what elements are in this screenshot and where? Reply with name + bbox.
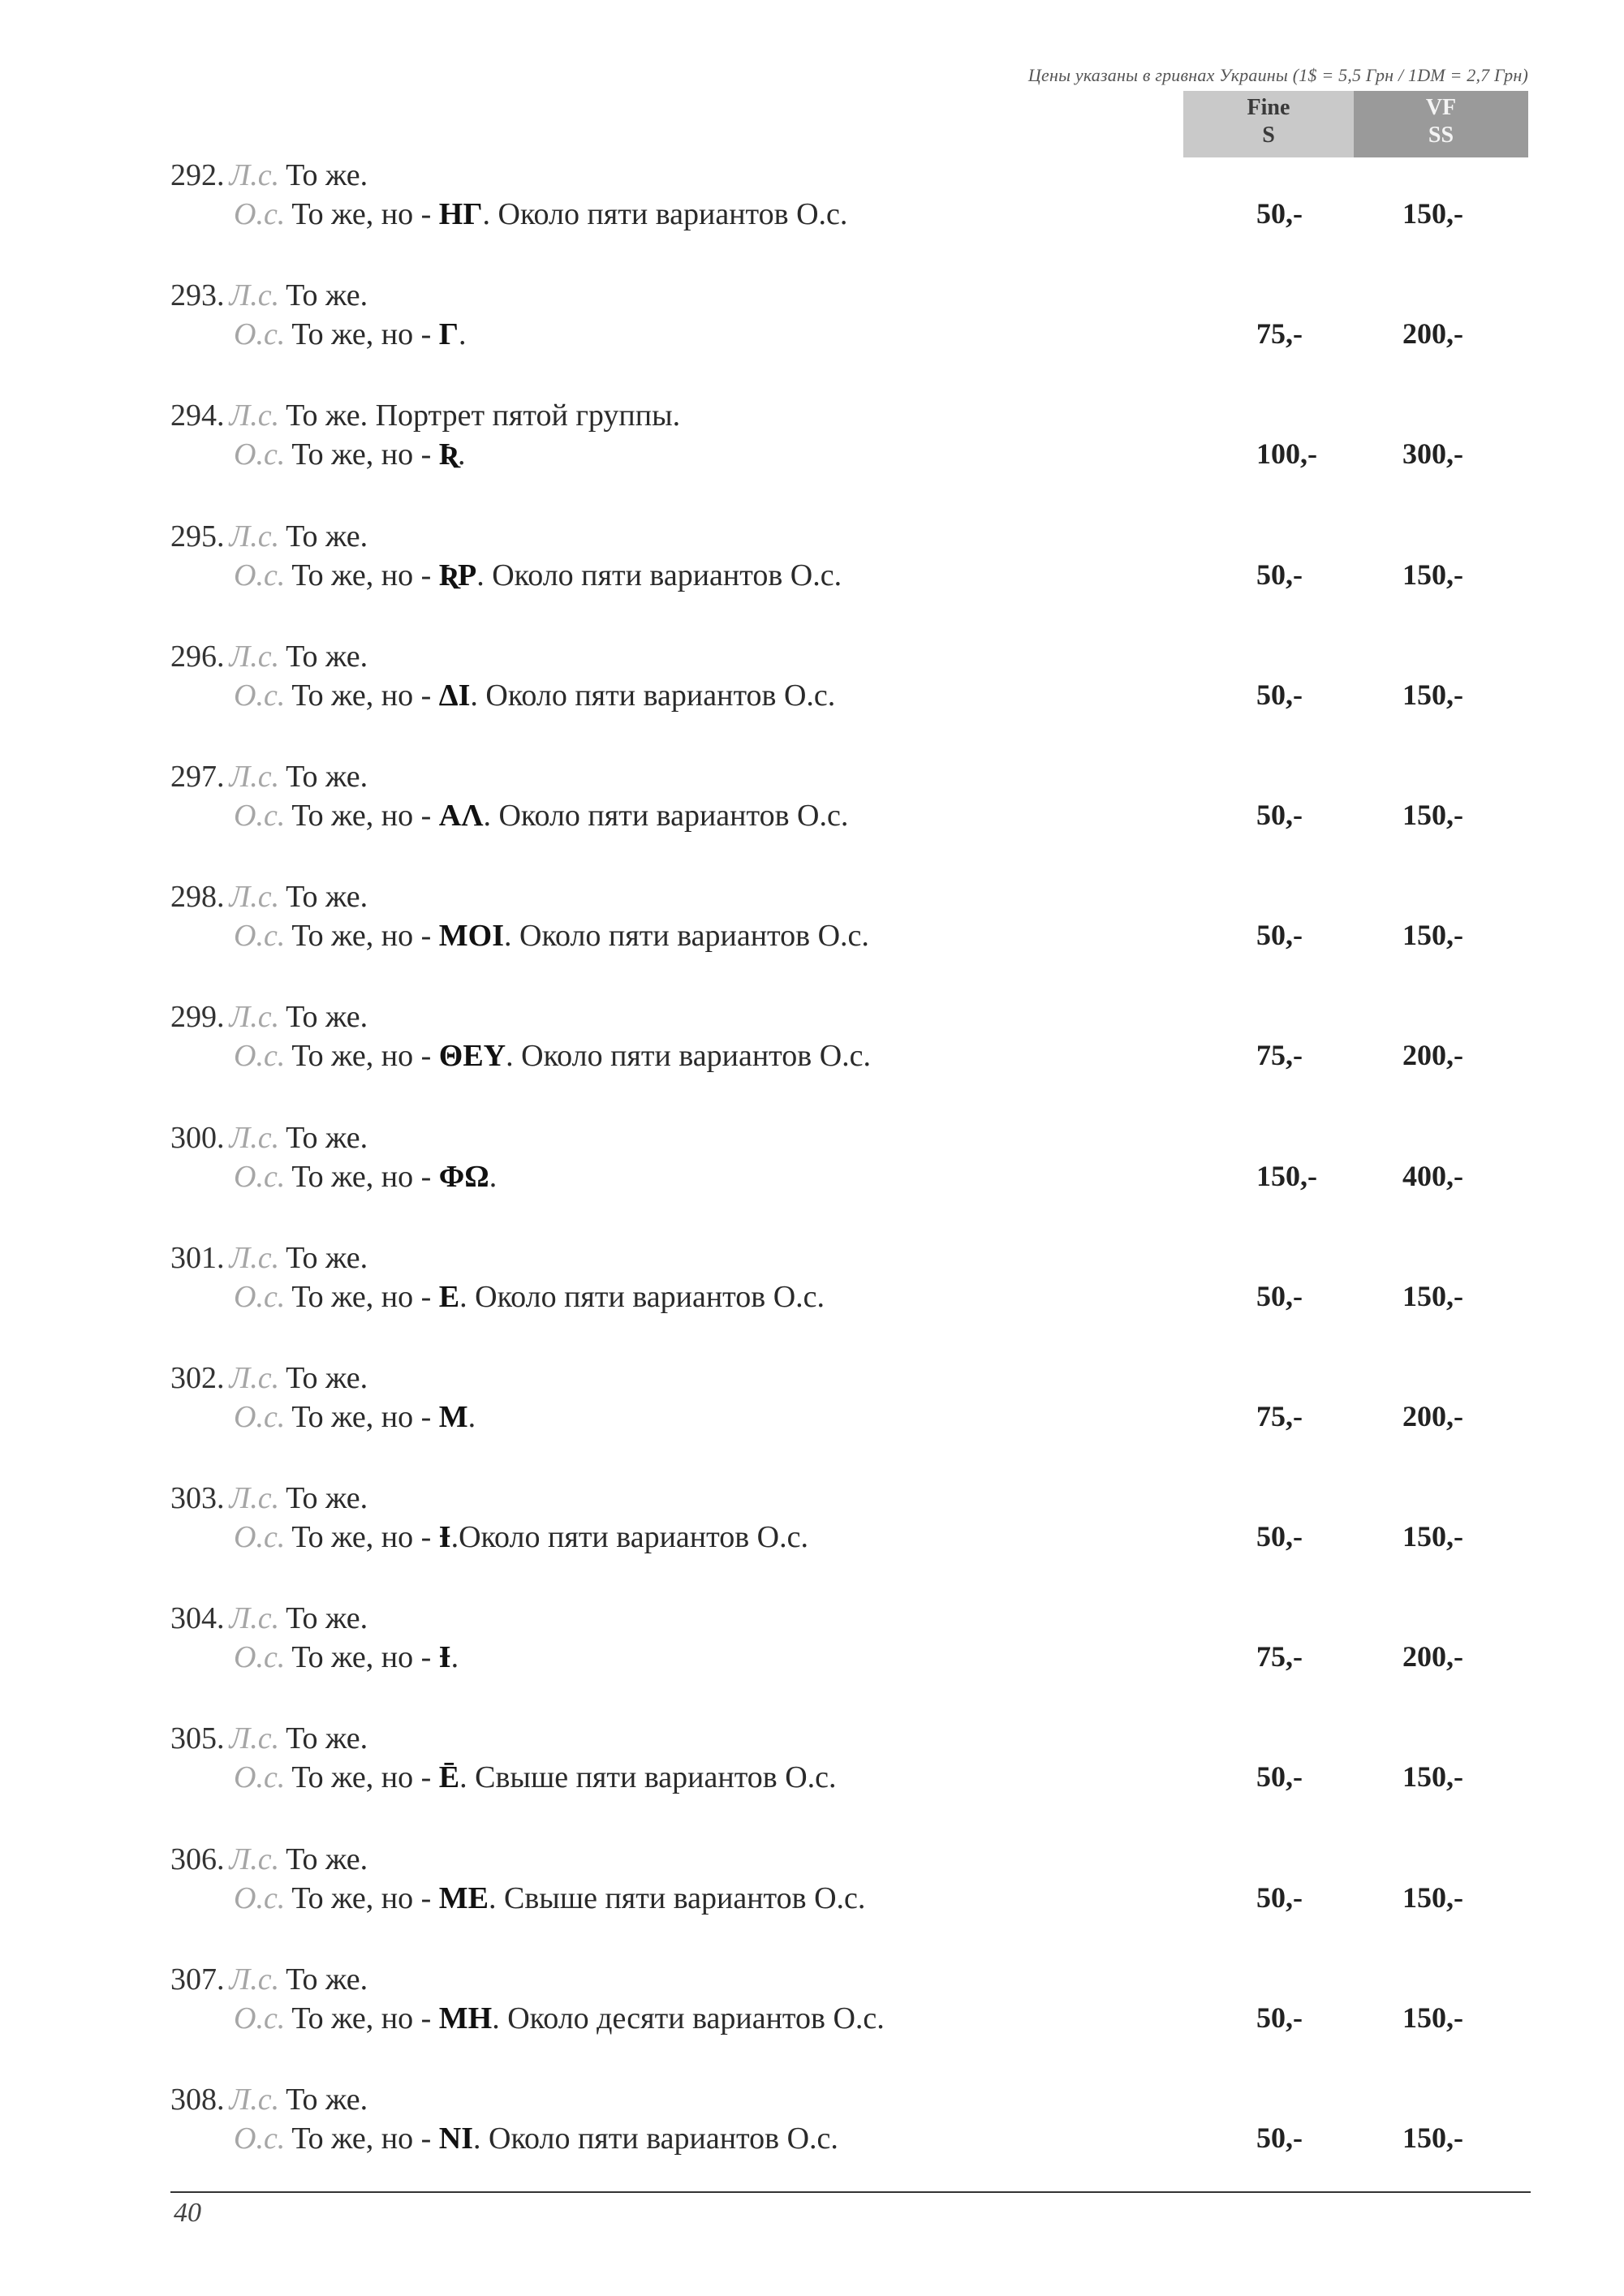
- obverse-line: [170, 639, 368, 674]
- catalog-entry: [0, 1600, 1624, 1721]
- obverse-line: [170, 157, 368, 193]
- reverse-abbr: О.с.: [234, 437, 286, 472]
- reverse-text-prefix: То же, но -: [291, 678, 439, 713]
- grade-fine-label: Fine: [1247, 95, 1290, 120]
- reverse-text-prefix: То же, но -: [291, 197, 439, 231]
- grade-fine-header: [1183, 91, 1354, 157]
- obverse-abbr: Л.с.: [229, 1481, 280, 1516]
- entry-number: 304.: [170, 1601, 225, 1636]
- reverse-abbr: О.с.: [234, 1640, 286, 1675]
- entry-number: 294.: [170, 398, 225, 433]
- entry-number: 305.: [170, 1721, 225, 1756]
- reverse-abbr: О.с.: [234, 1279, 286, 1314]
- reverse-text-suffix: .Около пяти вариантов О.с.: [450, 1520, 808, 1555]
- reverse-abbr: О.с.: [234, 678, 286, 713]
- reverse-text-suffix: .: [450, 1640, 459, 1675]
- monogram-mark: M: [438, 1399, 468, 1434]
- price-fine: 50,-: [1256, 2001, 1303, 2034]
- obverse-text: То же.: [286, 2083, 368, 2117]
- reverse-line: [234, 2001, 885, 2036]
- reverse-text-suffix: . Около пяти вариантов О.с.: [506, 1039, 872, 1074]
- obverse-abbr: Л.с.: [229, 1000, 280, 1035]
- reverse-abbr: О.с.: [234, 2001, 286, 2035]
- reverse-line: [234, 2121, 838, 2156]
- obverse-abbr: Л.с.: [229, 278, 280, 313]
- reverse-line: [234, 1279, 825, 1315]
- monogram-mark: Г: [438, 317, 459, 352]
- reverse-abbr: О.с.: [234, 197, 286, 231]
- reverse-text-suffix: .: [458, 317, 467, 352]
- obverse-text: То же.: [286, 1240, 368, 1275]
- monogram-mark: ME: [438, 1880, 489, 1915]
- obverse-text: То же.: [286, 1360, 368, 1395]
- catalog-entry: [0, 1962, 1624, 2082]
- entry-number: 298.: [170, 880, 225, 915]
- reverse-text-suffix: . Около пяти вариантов О.с.: [470, 678, 836, 713]
- price-vf: 150,-: [1402, 678, 1463, 711]
- monogram-mark: MH: [438, 2001, 493, 2035]
- reverse-text-prefix: То же, но -: [291, 558, 439, 592]
- entry-number: 292.: [170, 158, 225, 192]
- catalog-entry: [0, 879, 1624, 999]
- obverse-text: То же.: [286, 1000, 368, 1035]
- monogram-mark: AΛ: [438, 798, 484, 833]
- reverse-abbr: О.с.: [234, 1039, 286, 1074]
- monogram-mark: Ɨ: [438, 1640, 451, 1675]
- price-fine: 75,-: [1256, 317, 1303, 351]
- price-vf: 150,-: [1402, 2001, 1463, 2034]
- price-vf: 150,-: [1402, 2122, 1463, 2154]
- grade-vf-alt-label: SS: [1428, 123, 1454, 148]
- reverse-text-suffix: .: [489, 1159, 498, 1194]
- footer-divider: [170, 2191, 1531, 2193]
- obverse-line: [170, 1842, 368, 1877]
- price-fine: 75,-: [1256, 1640, 1303, 1674]
- price-note: Цены указаны в гривнах Украины (1$ = 5,5 Грн / 1DM = 2,7 Грн): [1027, 65, 1528, 85]
- catalog-entry: [0, 1842, 1624, 1962]
- grade-vf-header: [1354, 91, 1528, 157]
- entry-number: 306.: [170, 1842, 225, 1876]
- obverse-text: То же.: [286, 1120, 368, 1155]
- obverse-abbr: Л.с.: [229, 1601, 280, 1636]
- price-vf: 200,-: [1402, 1399, 1463, 1432]
- obverse-text: То же.: [286, 278, 368, 313]
- obverse-line: [170, 1120, 368, 1156]
- reverse-text-suffix: . Около пяти вариантов О.с.: [476, 558, 842, 592]
- catalog-entry: [0, 278, 1624, 398]
- reverse-text-suffix: . Около пяти вариантов О.с.: [504, 919, 869, 954]
- price-fine: 50,-: [1256, 1760, 1303, 1794]
- entry-number: 303.: [170, 1481, 225, 1516]
- price-vf: 400,-: [1402, 1159, 1463, 1192]
- reverse-text-suffix: .: [458, 437, 466, 472]
- reverse-line: [234, 558, 842, 593]
- obverse-line: [170, 1480, 368, 1516]
- catalog-entry: [0, 1721, 1624, 1841]
- monogram-mark: НГ: [438, 197, 483, 231]
- price-fine: 100,-: [1256, 437, 1317, 471]
- grade-vf-label: VF: [1425, 95, 1457, 120]
- catalog-entry: [0, 157, 1624, 278]
- reverse-abbr: О.с.: [234, 1159, 286, 1194]
- obverse-line: [170, 2082, 368, 2117]
- entry-number: 307.: [170, 1962, 225, 1997]
- price-fine: 75,-: [1256, 1399, 1303, 1432]
- entry-number: 308.: [170, 2083, 225, 2117]
- price-vf: 150,-: [1402, 558, 1463, 591]
- obverse-line: [170, 1240, 368, 1276]
- entry-number: 295.: [170, 519, 225, 554]
- price-vf: 150,-: [1402, 197, 1463, 230]
- price-vf: 150,-: [1402, 919, 1463, 952]
- obverse-line: [170, 879, 368, 915]
- price-fine: 50,-: [1256, 1279, 1303, 1312]
- monogram-mark: E: [438, 1279, 460, 1314]
- price-vf: 200,-: [1402, 1640, 1463, 1674]
- reverse-line: [234, 1159, 497, 1195]
- catalog-entry: [0, 2082, 1624, 2202]
- obverse-line: [170, 519, 368, 554]
- obverse-abbr: Л.с.: [229, 158, 280, 192]
- reverse-abbr: О.с.: [234, 1760, 286, 1795]
- price-fine: 150,-: [1256, 1159, 1317, 1192]
- monogram-mark: ΔI: [438, 678, 471, 713]
- obverse-line: [170, 1962, 368, 1997]
- price-fine: 75,-: [1256, 1039, 1303, 1072]
- reverse-abbr: О.с.: [234, 1399, 286, 1434]
- reverse-text-prefix: То же, но -: [291, 1279, 439, 1314]
- obverse-line: [170, 759, 368, 795]
- obverse-line: [170, 1600, 368, 1636]
- reverse-text-suffix: . Около пяти вариантов О.с.: [459, 1279, 825, 1314]
- reverse-abbr: О.с.: [234, 1880, 286, 1915]
- catalog-entries: [0, 157, 1624, 2202]
- reverse-line: [234, 1760, 837, 1795]
- catalog-entry: [0, 639, 1624, 759]
- reverse-line: [234, 1519, 808, 1555]
- obverse-text: То же. Портрет пятой группы.: [286, 398, 681, 433]
- reverse-line: [234, 1399, 476, 1435]
- catalog-entry: [0, 1240, 1624, 1360]
- obverse-abbr: Л.с.: [229, 759, 280, 794]
- reverse-text-prefix: То же, но -: [291, 1760, 439, 1795]
- entry-number: 299.: [170, 1000, 225, 1035]
- monogram-mark: ΘEY: [438, 1039, 506, 1074]
- reverse-text-prefix: То же, но -: [291, 1520, 439, 1555]
- obverse-line: [170, 1360, 368, 1396]
- price-vf: 150,-: [1402, 1760, 1463, 1794]
- entry-number: 300.: [170, 1120, 225, 1155]
- reverse-text-prefix: То же, но -: [291, 1399, 439, 1434]
- reverse-text-prefix: То же, но -: [291, 1039, 439, 1074]
- price-fine: 50,-: [1256, 2122, 1303, 2154]
- reverse-line: [234, 678, 835, 713]
- catalog-entry: [0, 1120, 1624, 1240]
- obverse-text: То же.: [286, 759, 368, 794]
- reverse-text-prefix: То же, но -: [291, 2001, 439, 2035]
- reverse-line: [234, 1880, 865, 1916]
- obverse-text: То же.: [286, 1842, 368, 1876]
- obverse-abbr: Л.с.: [229, 1842, 280, 1876]
- entry-number: 297.: [170, 759, 225, 794]
- reverse-abbr: О.с.: [234, 558, 286, 592]
- catalog-entry: [0, 759, 1624, 879]
- catalog-entry: [0, 999, 1624, 1119]
- obverse-text: То же.: [286, 158, 368, 192]
- reverse-abbr: О.с.: [234, 798, 286, 833]
- reverse-abbr: О.с.: [234, 1520, 286, 1555]
- catalog-entry: [0, 519, 1624, 639]
- price-vf: 150,-: [1402, 1520, 1463, 1553]
- price-vf: 300,-: [1402, 437, 1463, 471]
- monogram-mark: ΦΩ: [438, 1159, 489, 1194]
- catalog-entry: [0, 1480, 1624, 1600]
- obverse-text: То же.: [286, 519, 368, 554]
- obverse-line: [170, 398, 680, 433]
- monogram-mark: NI: [438, 2122, 474, 2156]
- obverse-line: [170, 999, 368, 1035]
- monogram-mark: Ɨ: [438, 1520, 451, 1555]
- monogram-mark: Ē: [438, 1760, 460, 1795]
- price-vf: 150,-: [1402, 798, 1463, 831]
- obverse-text: То же.: [286, 880, 368, 915]
- obverse-abbr: Л.с.: [229, 2083, 280, 2117]
- obverse-abbr: Л.с.: [229, 1721, 280, 1756]
- monogram-mark: ƦP: [438, 558, 477, 592]
- reverse-text-prefix: То же, но -: [291, 798, 439, 833]
- reverse-text-prefix: То же, но -: [291, 437, 439, 472]
- reverse-text-prefix: То же, но -: [291, 2122, 439, 2156]
- grade-fine-alt-label: S: [1262, 123, 1275, 148]
- reverse-text-suffix: .: [467, 1399, 476, 1434]
- obverse-line: [170, 278, 368, 313]
- reverse-line: [234, 196, 847, 232]
- monogram-mark: Ʀ: [438, 437, 458, 472]
- reverse-line: [234, 317, 466, 352]
- price-fine: 50,-: [1256, 1520, 1303, 1553]
- price-vf: 200,-: [1402, 317, 1463, 351]
- price-fine: 50,-: [1256, 798, 1303, 831]
- reverse-text-prefix: То же, но -: [291, 1640, 439, 1675]
- entry-number: 296.: [170, 639, 225, 674]
- page-number: 40: [174, 2198, 201, 2228]
- reverse-line: [234, 1639, 459, 1675]
- catalog-entry: [0, 1360, 1624, 1480]
- obverse-abbr: Л.с.: [229, 639, 280, 674]
- price-fine: 50,-: [1256, 558, 1303, 591]
- catalog-entry: [0, 398, 1624, 518]
- price-vf: 150,-: [1402, 1279, 1463, 1312]
- price-fine: 50,-: [1256, 1880, 1303, 1914]
- obverse-abbr: Л.с.: [229, 398, 280, 433]
- obverse-abbr: Л.с.: [229, 1120, 280, 1155]
- price-fine: 50,-: [1256, 197, 1303, 230]
- reverse-line: [234, 1038, 871, 1074]
- obverse-abbr: Л.с.: [229, 1240, 280, 1275]
- obverse-abbr: Л.с.: [229, 880, 280, 915]
- price-vf: 150,-: [1402, 1880, 1463, 1914]
- reverse-text-prefix: То же, но -: [291, 1880, 439, 1915]
- reverse-text-suffix: . Около пяти вариантов О.с.: [473, 2122, 838, 2156]
- price-vf: 200,-: [1402, 1039, 1463, 1072]
- monogram-mark: MOI: [438, 919, 504, 954]
- obverse-text: То же.: [286, 639, 368, 674]
- reverse-text-prefix: То же, но -: [291, 919, 439, 954]
- obverse-text: То же.: [286, 1721, 368, 1756]
- reverse-text-suffix: . Свыше пяти вариантов О.с.: [459, 1760, 837, 1795]
- entry-number: 301.: [170, 1240, 225, 1275]
- reverse-text-prefix: То же, но -: [291, 317, 439, 352]
- reverse-abbr: О.с.: [234, 317, 286, 352]
- reverse-line: [234, 798, 848, 834]
- obverse-text: То же.: [286, 1601, 368, 1636]
- reverse-text-suffix: . Свыше пяти вариантов О.с.: [489, 1880, 866, 1915]
- reverse-line: [234, 437, 466, 472]
- obverse-abbr: Л.с.: [229, 1360, 280, 1395]
- obverse-abbr: Л.с.: [229, 519, 280, 554]
- price-fine: 50,-: [1256, 919, 1303, 952]
- entry-number: 302.: [170, 1360, 225, 1395]
- reverse-text-suffix: . Около десяти вариантов О.с.: [492, 2001, 885, 2035]
- reverse-abbr: О.с.: [234, 919, 286, 954]
- reverse-text-suffix: . Около пяти вариантов О.с.: [482, 197, 848, 231]
- obverse-line: [170, 1721, 368, 1756]
- obverse-text: То же.: [286, 1962, 368, 1997]
- reverse-text-prefix: То же, но -: [291, 1159, 439, 1194]
- reverse-text-suffix: . Около пяти вариантов О.с.: [483, 798, 849, 833]
- entry-number: 293.: [170, 278, 225, 313]
- obverse-text: То же.: [286, 1481, 368, 1516]
- obverse-abbr: Л.с.: [229, 1962, 280, 1997]
- price-fine: 50,-: [1256, 678, 1303, 711]
- reverse-abbr: О.с.: [234, 2122, 286, 2156]
- reverse-line: [234, 918, 869, 954]
